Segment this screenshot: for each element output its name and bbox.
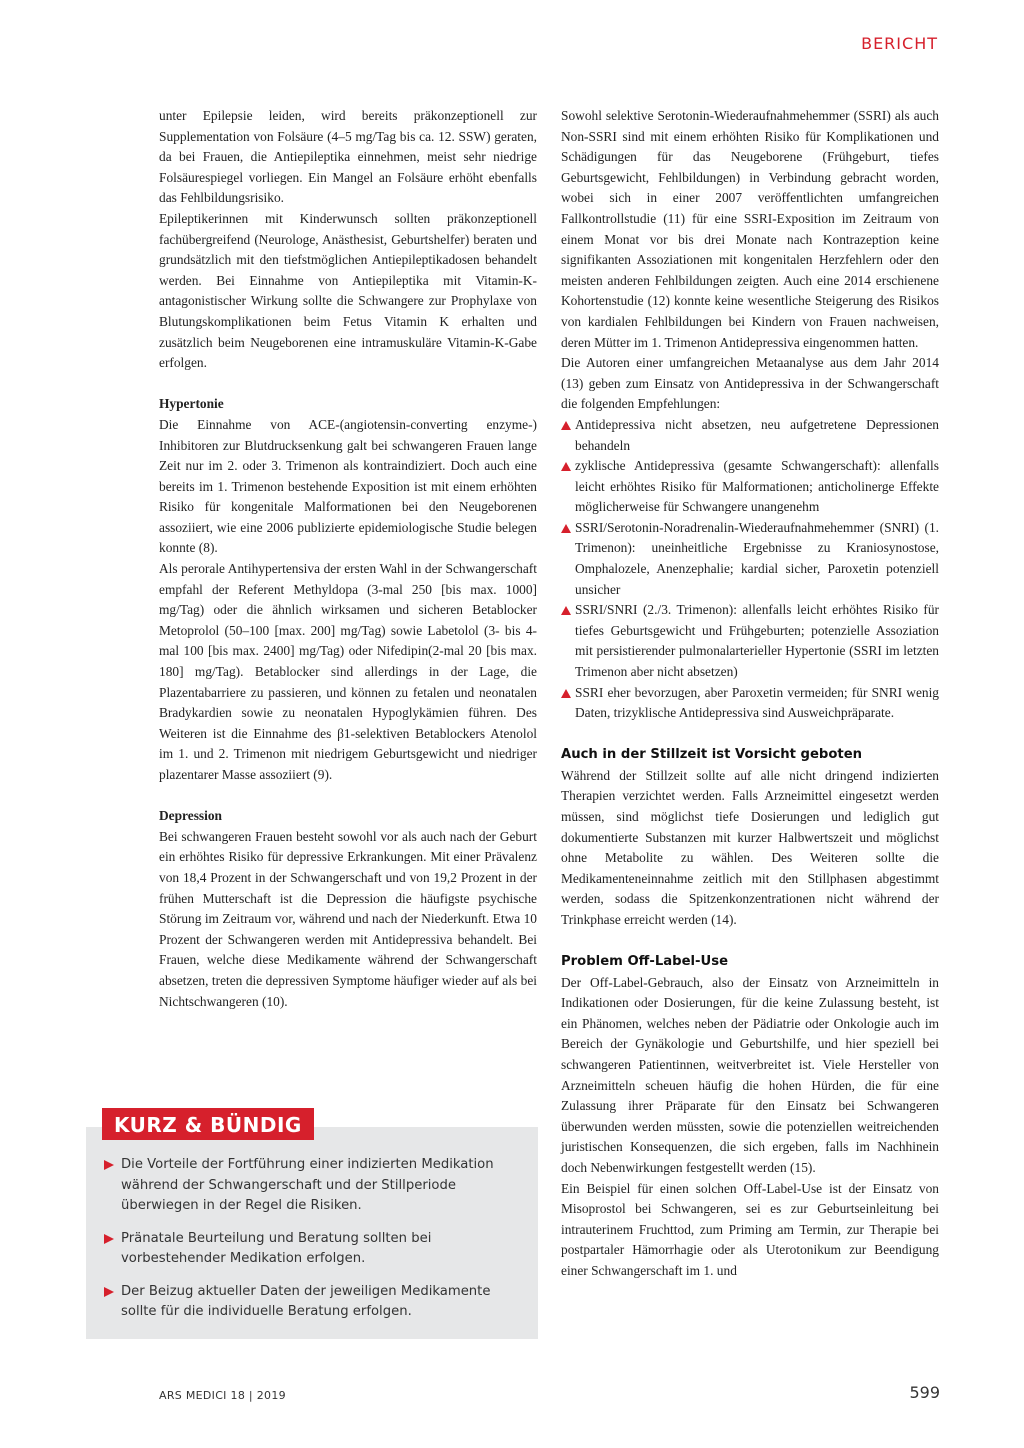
- left-column: [159, 106, 537, 1012]
- list-item: zyklische Antidepressiva (gesamte Schwangerschaft): allenfalls leicht erhöhtes Risiko für Malformationen; anticholinerge Effekte möglicherweise für Schwangere unangenehm: [561, 456, 939, 518]
- section-label: BERICHT: [861, 34, 938, 53]
- page-number: 599: [909, 1383, 940, 1402]
- play-arrow-icon: [104, 1234, 114, 1244]
- triangle-bullet-icon: [561, 462, 571, 471]
- triangle-bullet-icon: [561, 689, 571, 698]
- paragraph: Epileptikerinnen mit Kinderwunsch sollten präkonzeptionell fachübergreifend (Neurologe, Anästhesist, Geburtshelfer) beraten und grundsätzlich mit den tiefstmöglichen Antiepileptikadosen behandelt werden. Bei Einnahme von Antiepileptika mit Vitamin-K-antagonistischer Wirkung sollte die Schwangere zur Prophylaxe von Blutungskomplikationen beim Fetus Vitamin K erhalten und zusätzlich beim Neugeborenen eine intramuskuläre Vitamin-K-Gabe erfolgen.: [159, 210, 537, 371]
- paragraph: Während der Stillzeit sollte auf alle nicht dringend indizierten Therapien verzichtet werden. Falls Arzneimittel eingesetzt werden müssen, sind möglichst tiefe Dosierungen und lediglich gut dokumentierte Substanzen mit kurzer Halbwertszeit und möglichst ohne Metabolite zu wählen. Des Weiteren sollte die Medikamenteneinnahme zeitlich mit den Stillphasen abgestimmt werden, sodass die Spitzenkonzentrationen nicht während der Trinkphase erreicht werden (14).: [561, 767, 939, 927]
- list-item: Antidepressiva nicht absetzen, neu aufgetretene Depressionen behandeln: [561, 415, 939, 456]
- paragraph: Sowohl selektive Serotonin-Wiederaufnahmehemmer (SSRI) als auch Non-SSRI sind mit einem erhöhten Risiko für Komplikationen und Schädigungen für das Neugeborene (Frühgeburt, tiefes Geburtsgewicht, Fehlbildungen) in Verbindung gebracht worden, wobei sich in einer 2007 veröffentlichten umfangreichen Fallkontrollstudie (11) für eine SSRI-Exposition im Zeitraum von einem Monat vor bis drei Monate nach Kontrazeption keine signifikanten Assoziationen mit kongenitalen Herzfehlern oder den meisten anderen Fehlbildungen zeigten. Auch eine 2014 erschienene Kohortenstudie (12) konnte keine wesentliche Steigerung des Risikos von kardialen Fehlbildungen bei Kindern von Frauen nachweisen, deren Mütter im 1. Trimenon Antidepressiva eingenommen hatten.: [561, 108, 939, 350]
- paragraph: Bei schwangeren Frauen besteht sowohl vor als auch nach der Geburt ein erhöhtes Risiko für depressive Erkrankungen. Mit einer Prävalenz von 18,4 Prozent in der Schwangerschaft und von 19,2 Prozent in der frühen Mutterschaft ist die Depression die häufigste psychische Störung im Zeitraum vor, während und nach der Niederkunft. Etwa 10 Prozent der Schwangeren werden mit Antidepressiva behandelt. Bei Frauen, welche diese Medikamente während der Schwangerschaft absetzen, treten die depressiven Symptome häufiger wieder auf als bei Nichtschwangeren (10).: [159, 828, 537, 1009]
- heading-off-label: Problem Off-Label-Use: [561, 953, 729, 969]
- paragraph: Ein Beispiel für einen solchen Off-Label-Use ist der Einsatz von Misoprostol bei Schwangeren, sei es zur Geburtseinleitung bei intrauterinem Fruchttod, zum Priming am Termin, zur Therapie bei postpartaler Hämorrhagie oder als Uterotonikum zur Beendigung einer Schwangerschaft im 1. und: [561, 1180, 939, 1278]
- summary-item: Die Vorteile der Fortführung einer indizierten Medikation während der Schwangerschaft und der Stillperiode überwiegen in der Regel die Risiken.: [103, 1155, 523, 1217]
- subheading-depression: Depression: [159, 808, 222, 824]
- right-column: [561, 106, 939, 1281]
- triangle-bullet-icon: [561, 524, 571, 533]
- journal-footer: ARS MEDICI 18 | 2019: [159, 1389, 286, 1402]
- paragraph: Die Autoren einer umfangreichen Metaanalyse aus dem Jahr 2014 (13) geben zum Einsatz von Antidepressiva in der Schwangerschaft die folgenden Empfehlungen:: [561, 355, 939, 412]
- summary-list: [103, 1155, 523, 1335]
- play-arrow-icon: [104, 1160, 114, 1170]
- play-arrow-icon: [104, 1287, 114, 1297]
- paragraph: Als perorale Antihypertensiva der ersten Wahl in der Schwangerschaft empfahl der Referent Methyldopa (3-mal 250 [bis max. 1000] mg/Tag) oder die ähnlich wirksamen und sicheren Betablocker Metoprolol (50–100 [max. 200] mg/Tag) sowie Labetolol (3- bis 4-mal 100 [bis max. 2400] mg/Tag) oder Nifedipin(2-mal 20 [bis max. 180] mg/Tag). Betablocker sind allerdings in der Lage, die Plazentabarriere zu passieren, und können zu fetalen und neonatalen Bradykardien sowie zu neonatalen Hypoglykämien führen. Des Weiteren ist die Einnahme des β1-selektiven Betablockers Atenolol im 1. und 2. Trimenon mit niedrigem Geburtsgewicht und niedriger plazentarer Masse assoziiert (9).: [159, 561, 537, 782]
- paragraph: Die Einnahme von ACE-(angiotensin-converting enzyme-) Inhibitoren zur Blutdrucksenkung galt bei schwangeren Frauen lange Zeit nur im 2. oder 3. Trimenon als kontraindiziert. Doch auch eine bereits im 1. Trimenon bestehende Exposition ist mit einem erhöhten Risiko für kongenitale Malformationen bei den Neugeborenen assoziiert, wie eine 2006 publizierte epidemiologische Studie belegen konnte (8).: [159, 416, 537, 556]
- list-item: SSRI eher bevorzugen, aber Paroxetin vermeiden; für SNRI wenig Daten, trizyklische Antidepressiva sind Ausweichpräparate.: [561, 683, 939, 724]
- paragraph: unter Epilepsie leiden, wird bereits präkonzeptionell zur Supplementation von Folsäure (4–5 mg/Tag bis ca. 12. SSW) geraten, da bei Frauen, die Antiepileptika einnehmen, meist sehr niedrige Folsäurespiegel vorliegen. Ein Mangel an Folsäure erhöht ebenfalls das Fehlbildungsrisiko.: [159, 108, 537, 206]
- heading-stillzeit: Auch in der Stillzeit ist Vorsicht geboten: [561, 746, 863, 762]
- recommendation-list: [561, 415, 939, 724]
- list-item: SSRI/SNRI (2./3. Trimenon): allenfalls leicht erhöhtes Risiko für tiefes Geburtsgewicht und Frühgeburten; potenzielle Assoziation mit persistierender pulmonalarterieller Hypertonie (SSRI im letzten Trimenon aber nicht absetzen): [561, 600, 939, 682]
- summary-item: Der Beizug aktueller Daten der jeweiligen Medikamente sollte für die individuelle Beratung erfolgen.: [103, 1282, 523, 1323]
- list-item: SSRI/Serotonin-Noradrenalin-Wiederaufnahmehemmer (SNRI) (1. Trimenon): uneinheitliche Ergebnisse zu Kraniosynostose, Omphalozele, Anenzephalie; kardial sicher, Paroxetin potenziell unsicher: [561, 518, 939, 600]
- summary-item: Pränatale Beurteilung und Beratung sollten bei vorbestehender Medikation erfolgen.: [103, 1229, 523, 1270]
- paragraph: Der Off-Label-Gebrauch, also der Einsatz von Arzneimitteln in Indikationen oder Dosierungen, für die keine Zulassung besteht, ist ein Phänomen, welches neben der Pädiatrie oder Onkologie auch im Bereich der Gynäkologie und Geburtshilfe, und hier speziell bei schwangeren Patientinnen, weitverbreitet ist. Viele Hersteller von Arzneimitteln scheuen häufig die hohen Hürden, die für eine Zulassung ihrer Präparate für den Einsatz bei Schwangeren überwunden werden müssten, sowie die potenziellen weitreichenden juristischen Konsequenzen, die sich ergeben, falls im Nachhinein doch Nebenwirkungen festgestellt werden (15).: [561, 974, 939, 1175]
- subheading-hypertonie: Hypertonie: [159, 396, 224, 412]
- triangle-bullet-icon: [561, 606, 571, 615]
- triangle-bullet-icon: [561, 421, 571, 430]
- summary-title: KURZ & BÜNDIG: [102, 1108, 314, 1140]
